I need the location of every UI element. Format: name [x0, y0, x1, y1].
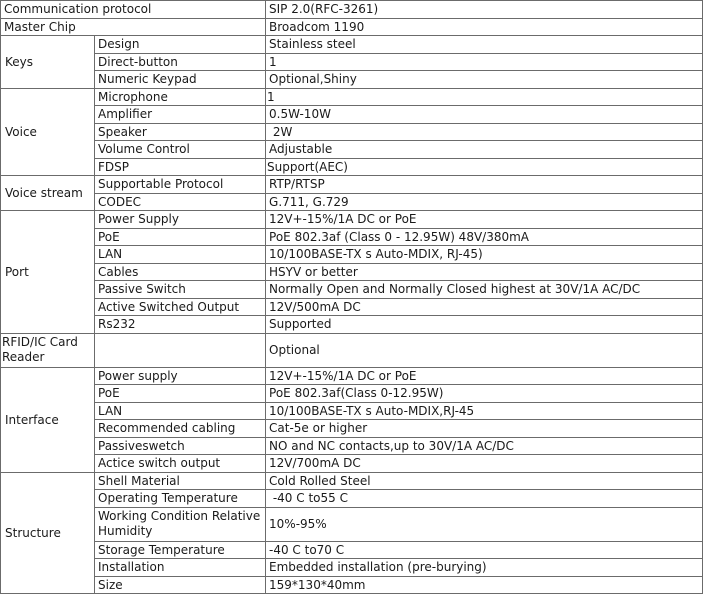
param-label: Passive Switch [95, 281, 266, 299]
table-row [1, 437, 703, 455]
group-label: Port [1, 211, 95, 334]
table-row [1, 472, 703, 490]
spec-value: Normally Open and Normally Closed highest at 30V/1A AC/DC [266, 281, 703, 299]
spec-value: -40 C to70 C [266, 541, 703, 559]
spec-value: Cat-5e or higher [266, 420, 703, 438]
table-row [1, 333, 703, 367]
group-label: Interface [1, 367, 95, 472]
table-row [1, 541, 703, 559]
table-row [1, 36, 703, 54]
table-row [1, 141, 703, 159]
table-row [1, 211, 703, 229]
spec-value: 10/100BASE-TX s Auto-MDIX, RJ-45) [266, 246, 703, 264]
param-label: Storage Temperature [95, 541, 266, 559]
spec-value: SIP 2.0(RFC-3261) [266, 1, 703, 19]
table-row [1, 123, 703, 141]
param-label: PoE [95, 228, 266, 246]
table-row [1, 53, 703, 71]
spec-value: Embedded installation (pre-burying) [266, 559, 703, 577]
param-label: Amplifier [95, 106, 266, 124]
table-row [1, 158, 703, 176]
spec-value: PoE 802.3af(Class 0-12.95W) [266, 385, 703, 403]
table-row [1, 298, 703, 316]
table-row [1, 193, 703, 211]
param-label: Recommended cabling [95, 420, 266, 438]
spec-value: RTP/RTSP [266, 176, 703, 194]
table-row [1, 490, 703, 508]
param-label [95, 333, 266, 367]
spec-value: Optional [266, 333, 703, 367]
param-label: Operating Temperature [95, 490, 266, 508]
table-row [1, 18, 703, 36]
table-row [1, 281, 703, 299]
table-row [1, 559, 703, 577]
spec-value: 12V+-15%/1A DC or PoE [266, 367, 703, 385]
spec-value: PoE 802.3af (Class 0 - 12.95W) 48V/380mA [266, 228, 703, 246]
param-label: Shell Material [95, 472, 266, 490]
spec-value: Adjustable [266, 141, 703, 159]
spec-value: 10/100BASE-TX s Auto-MDIX,RJ-45 [266, 402, 703, 420]
param-label: Cables [95, 263, 266, 281]
group-label: Voice stream [1, 176, 95, 211]
param-label: Size [95, 576, 266, 594]
spec-value: 12V/700mA DC [266, 455, 703, 473]
param-label: Volume Control [95, 141, 266, 159]
group-label: Communication protocol [1, 1, 266, 19]
param-label: Direct-button [95, 53, 266, 71]
group-label: Master Chip [1, 18, 266, 36]
table-row [1, 106, 703, 124]
spec-value: G.711, G.729 [266, 193, 703, 211]
spec-value: -40 C to55 C [266, 490, 703, 508]
table-row [1, 420, 703, 438]
table-row [1, 576, 703, 594]
table-row [1, 176, 703, 194]
spec-value: 159*130*40mm [266, 576, 703, 594]
spec-value: Broadcom 1190 [266, 18, 703, 36]
param-label: Numeric Keypad [95, 71, 266, 89]
param-label: Active Switched Output [95, 298, 266, 316]
spec-value: 2W [266, 123, 703, 141]
param-label: CODEC [95, 193, 266, 211]
param-label: Power Supply [95, 211, 266, 229]
spec-value: Optional,Shiny [266, 71, 703, 89]
spec-value: HSYV or better [266, 263, 703, 281]
table-row [1, 228, 703, 246]
group-label: RFID/IC Card Reader [1, 333, 95, 367]
param-label: FDSP [95, 158, 266, 176]
param-label: Working Condition Relative Humidity [95, 507, 266, 541]
group-label: Voice [1, 88, 95, 176]
spec-value: Stainless steel [266, 36, 703, 54]
table-row [1, 263, 703, 281]
param-label: Supportable Protocol [95, 176, 266, 194]
param-label: Speaker [95, 123, 266, 141]
spec-value: 0.5W-10W [266, 106, 703, 124]
group-label: Keys [1, 36, 95, 89]
table-row [1, 246, 703, 264]
param-label: PoE [95, 385, 266, 403]
table-row [1, 316, 703, 334]
spec-value: NO and NC contacts,up to 30V/1A AC/DC [266, 437, 703, 455]
param-label: Power supply [95, 367, 266, 385]
param-label: LAN [95, 402, 266, 420]
group-label: Structure [1, 472, 95, 594]
table-row [1, 71, 703, 89]
param-label: Design [95, 36, 266, 54]
spec-value: 12V/500mA DC [266, 298, 703, 316]
spec-value: 1 [266, 53, 703, 71]
param-label: Microphone [95, 88, 266, 106]
spec-value: 10%-95% [266, 507, 703, 541]
spec-value: Support(AEC) [266, 158, 703, 176]
table-row [1, 402, 703, 420]
param-label: Installation [95, 559, 266, 577]
param-label: Passiveswetch [95, 437, 266, 455]
spec-value: Supported [266, 316, 703, 334]
param-label: LAN [95, 246, 266, 264]
table-row [1, 1, 703, 19]
table-row [1, 385, 703, 403]
table-row [1, 455, 703, 473]
spec-value: Cold Rolled Steel [266, 472, 703, 490]
param-label: Actice switch output [95, 455, 266, 473]
spec-value: 12V+-15%/1A DC or PoE [266, 211, 703, 229]
table-row [1, 367, 703, 385]
table-row [1, 88, 703, 106]
param-label: Rs232 [95, 316, 266, 334]
spec-value: 1 [266, 88, 703, 106]
table-row [1, 507, 703, 541]
